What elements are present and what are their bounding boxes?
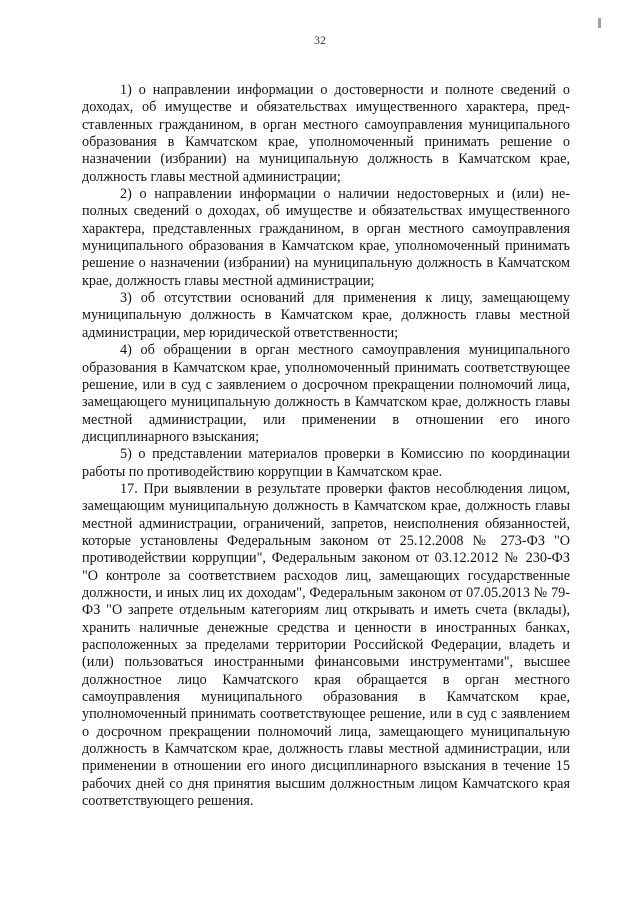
- paragraph-item-3: 3) об отсутствии оснований для применения к лицу, замещающему муниципальную должность в Камчатском крае, должность главы местной администрации, мер юридической ответственности;: [82, 290, 570, 341]
- document-body: [82, 82, 570, 810]
- paragraph-item-4: 4) об обращении в орган местного самоуправления муниципального образования в Камчатском крае, уполномоченный принимать соответствующее решение, или в суд с заявлением о досрочном прекращении полномочий лица, замещающего муниципальную должность в Камчатском крае, должность главы местной администрации, или применении в отношении его иного дисциплинарного взыскания;: [82, 342, 570, 445]
- paragraph-item-1: 1) о направлении информации о достоверности и полноте сведений о доходах, об имуществе и обязательствах имущественного характера, представленных гражданином, в орган местного самоуправления муниципального образования в Камчатском крае, уполномоченный принимать решение о назначении (избрании) на муниципальную должность в Камчатском крае, должность главы местной администрации;: [82, 82, 570, 185]
- page-number: 32: [314, 33, 326, 47]
- paragraph-clause-17: 17. При выявлении в результате проверки фактов несоблюдения лицом, замещающим муниципальную должность в Камчатском крае, должность главы местной администрации, ограничений, запретов, неисполнения обязанностей, которые установлены Федеральным законом от 25.12.2008 № 273-ФЗ "О противодействии коррупции", Федеральным законом от 03.12.2012 № 230-ФЗ "О контроле за соответствием расходов лиц, замещающих государственные должности, и иных лиц их доходам", Федеральным законом от 07.05.2013 № 79-ФЗ "О запрете отдельным категориям лиц открывать и иметь счета (вклады), хранить наличные денежные средства и ценности в иностранных банках, расположенных за пределами территории Российской Федерации, владеть и (или) пользоваться иностранными финансовыми инструментами", высшее должностное лицо Камчатского края обращается в орган местного самоуправления муниципального образования в Камчатском крае, уполномоченный принимать соответствующее решение, или в суд с заявлением о досрочном прекращении полномочий лица, замещающего муниципальную должность в Камчатском крае, должность главы местной администрации, или применении в отношении его иного дисциплинарного взыскания в течение 15 рабочих дней со дня принятия высшим должностным лицом Камчатского края соответствующего решения.: [82, 480, 570, 810]
- paragraph-item-5: 5) о представлении материалов проверки в Комиссию по координации работы по противодействию коррупции в Камчатском крае.: [82, 446, 570, 480]
- scan-corner-mark: [598, 18, 601, 28]
- paragraph-item-2: 2) о направлении информации о наличии недостоверных и (или) неполных сведений о доходах, об имуществе и обязательствах имущественного характера, представленных гражданином, в орган местного самоуправления муниципального образования в Камчатском крае, уполномоченный принимать решение о назначении (избрании) на муниципальную должность в Камчатском крае, должность главы местной администрации;: [82, 186, 570, 289]
